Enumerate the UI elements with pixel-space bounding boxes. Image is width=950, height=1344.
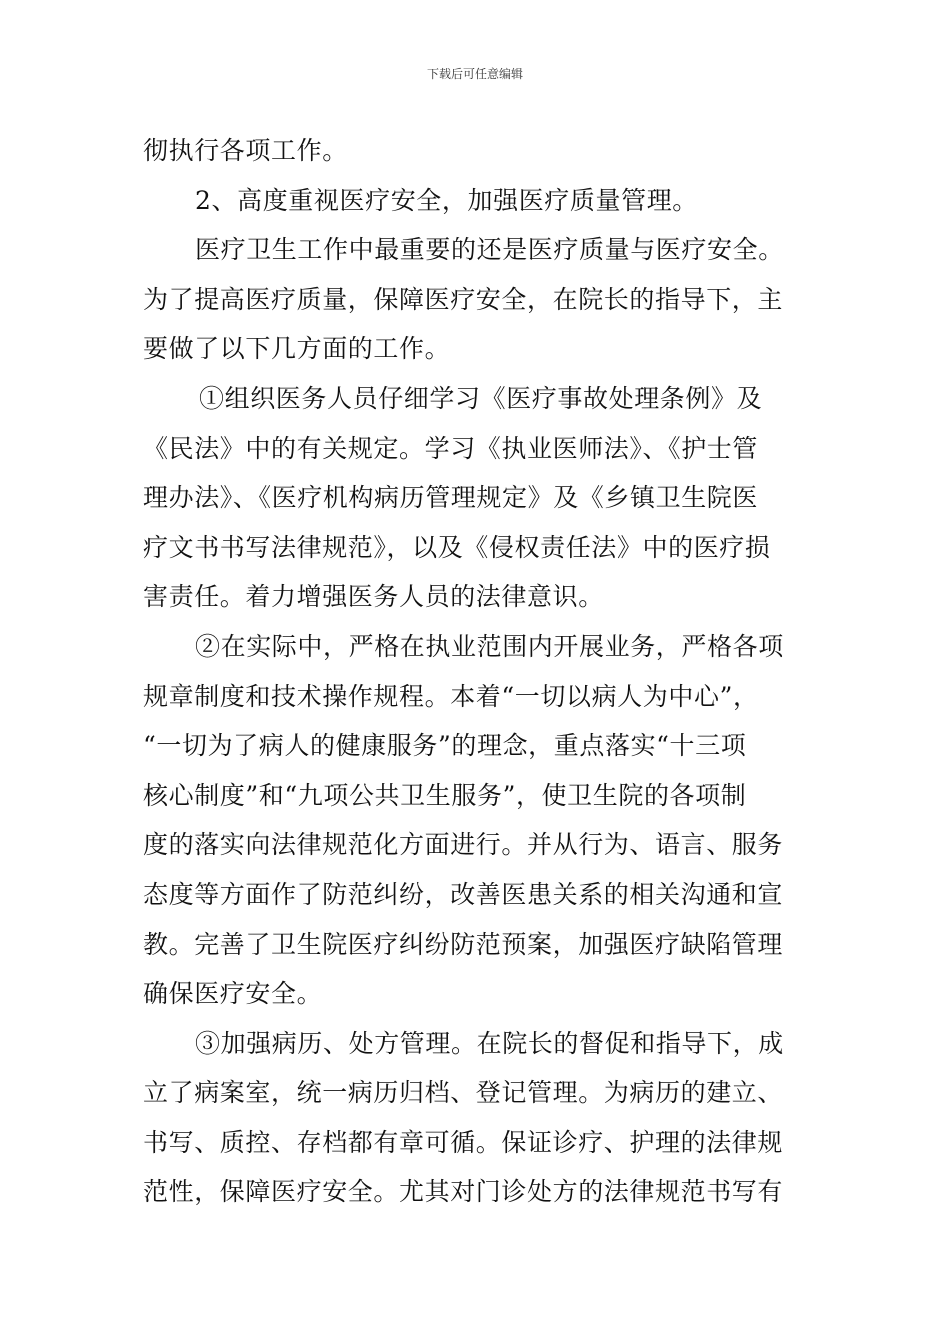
text-line: “一切为了病人的健康服务”的理念，重点落实“十三项 xyxy=(143,731,747,761)
list-item-2: ②在实际中，严格在执业范围内开展业务，严格各项 xyxy=(195,631,784,661)
list-item-1: ①组织医务人员仔细学习《医疗事故处理条例》及 xyxy=(199,383,763,413)
text-line: 立了病案室，统一病历归档、登记管理。为病历的建立、 xyxy=(143,1078,784,1108)
text-line: 疗文书书写法律规范》，以及《侵权责任法》中的医疗损 xyxy=(143,532,771,562)
text-line: 范性，保障医疗安全。尤其对门诊处方的法律规范书写有 xyxy=(143,1177,784,1207)
page-header: 下载后可任意编辑 xyxy=(426,67,523,81)
text-line: 确保医疗安全。 xyxy=(143,979,323,1009)
text-line: 《民法》中的有关规定。学习《执业医师法》、《护士管 xyxy=(143,433,759,463)
text-line: 教。完善了卫生院医疗纠纷防范预案，加强医疗缺陷管理 xyxy=(143,929,784,959)
text-line: 彻执行各项工作。 xyxy=(143,136,348,165)
text-line: 要做了以下几方面的工作。 xyxy=(143,334,451,364)
text-line: 态度等方面作了防范纠纷，改善医患关系的相关沟通和宣 xyxy=(143,879,784,909)
text-line: 书写、质控、存档都有章可循。保证诊疗、护理的法律规 xyxy=(143,1127,784,1157)
section-heading: 2、高度重视医疗安全，加强医疗质量管理。 xyxy=(195,185,698,215)
text-line: 度的落实向法律规范化方面进行。并从行为、语言、服务 xyxy=(143,830,784,860)
document-body xyxy=(143,126,809,1217)
list-item-3: ③加强病历、处方管理。在院长的督促和指导下，成 xyxy=(195,1028,784,1058)
text-line: 医疗卫生工作中最重要的还是医疗质量与医疗安全。 xyxy=(195,235,784,265)
text-line: 为了提高医疗质量，保障医疗安全，在院长的指导下，主 xyxy=(143,284,784,314)
text-line: 害责任。着力增强医务人员的法律意识。 xyxy=(143,582,604,612)
text-line: 核心制度”和“九项公共卫生服务”，使卫生院的各项制 xyxy=(143,780,747,810)
text-line: 理办法》、《医疗机构病历管理规定》及《乡镇卫生院医 xyxy=(143,483,759,513)
text-line: 规章制度和技术操作规程。本着“一切以病人为中心”， xyxy=(143,681,759,711)
